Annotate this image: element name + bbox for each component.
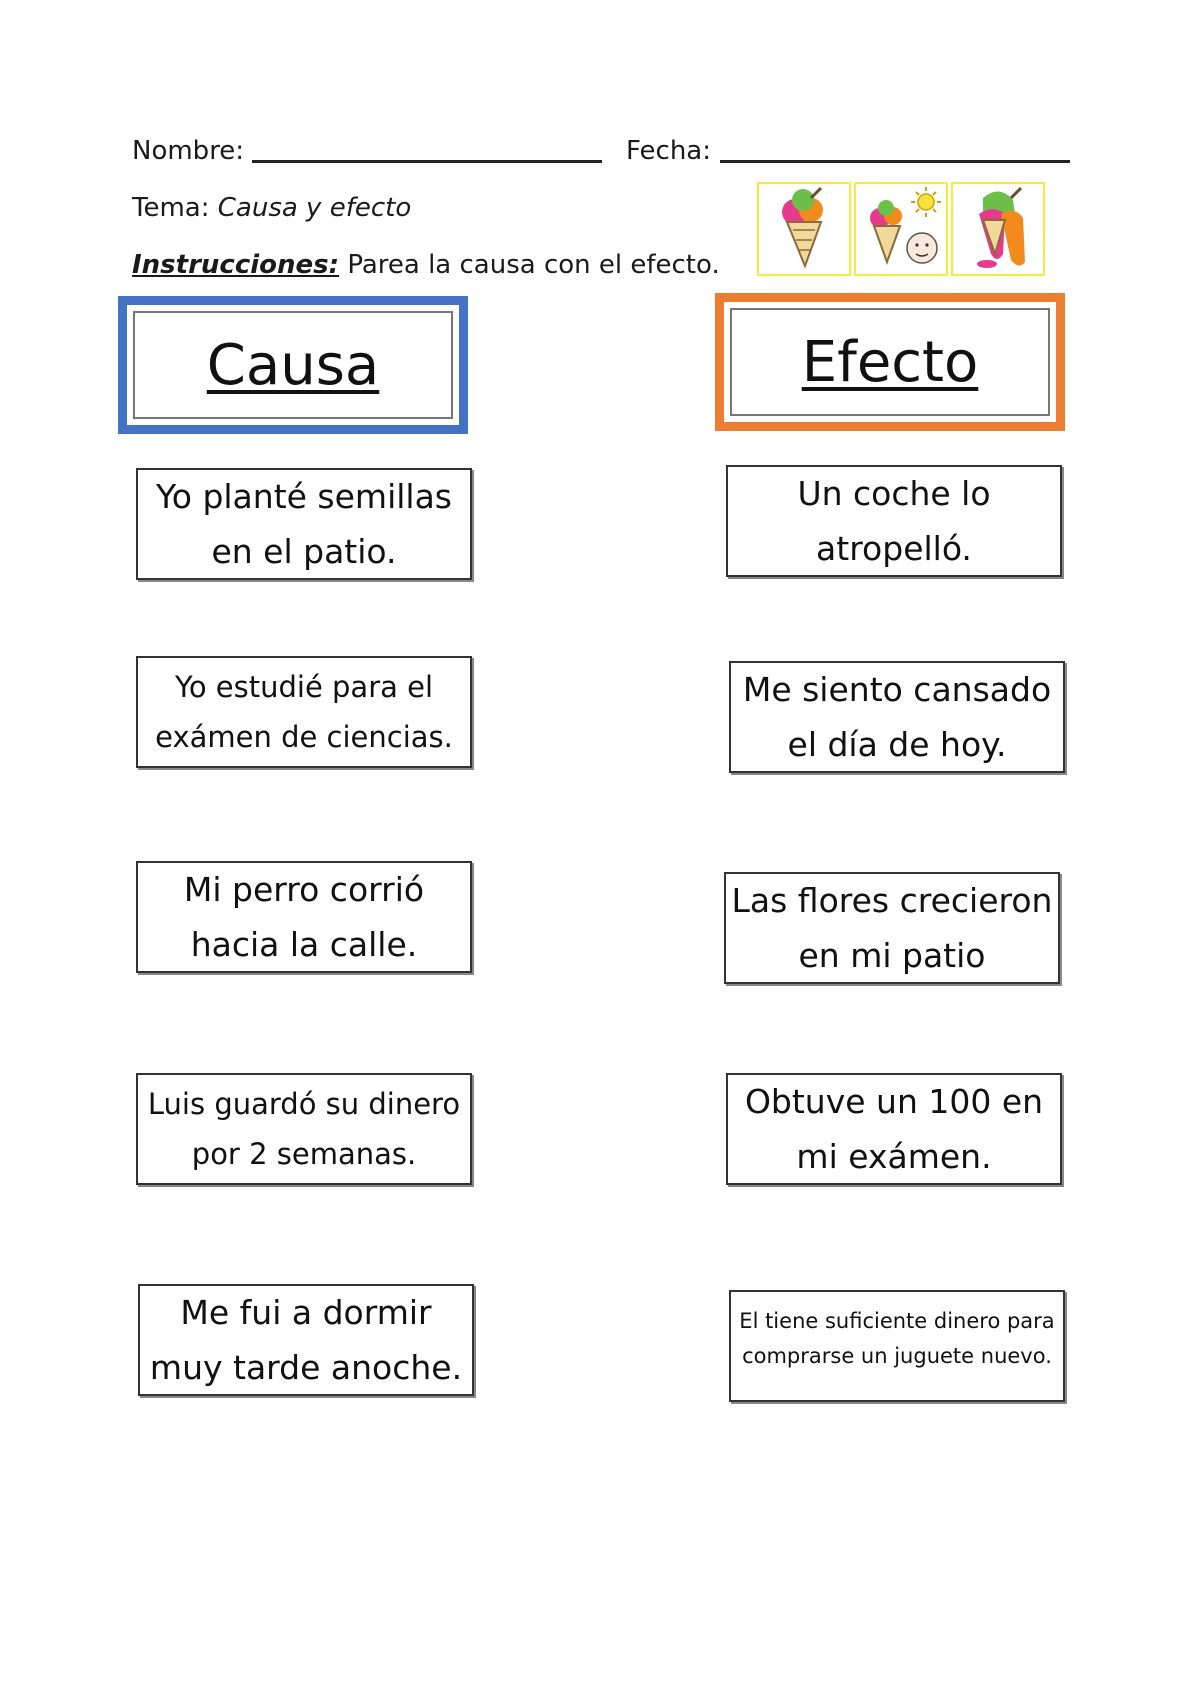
cause-text-2: Yo estudié para el exámen de ciencias. [155,670,453,754]
name-label: Nombre: [132,136,245,166]
cause-heading: Causa [206,332,380,398]
effect-card-4[interactable] [726,1073,1062,1185]
cause-card-1[interactable] [136,468,472,580]
effect-card-5[interactable] [729,1290,1065,1402]
instructions-text: Parea la causa con el efecto. [347,250,720,280]
topic-label: Tema: [132,193,210,223]
effect-text-3: Las flores crecieron en mi patio [731,881,1053,975]
ice-cream-cone-icon [757,182,851,276]
effect-text-1: Un coche lo atropelló. [797,474,991,568]
cause-text-1: Yo planté semillas en el patio. [155,477,452,571]
topic-value: Causa y efecto [217,193,412,223]
effect-text-2: Me siento cansado el día de hoy. [742,670,1052,764]
name-field-line[interactable] [252,160,602,163]
cause-card-3[interactable] [136,861,472,973]
effect-card-3[interactable] [724,872,1060,984]
cause-text-3: Mi perro corrió hacia la calle. [183,870,425,964]
cause-card-4[interactable] [136,1073,472,1185]
cause-text-4: Luis guardó su dinero por 2 semanas. [147,1087,461,1171]
cause-card-2[interactable] [136,656,472,768]
date-label: Fecha: [626,136,711,166]
date-field-line[interactable] [720,160,1070,163]
ice-cream-sun-face-icon [854,182,948,276]
effect-heading-box [715,293,1065,431]
melted-ice-cream-icon [951,182,1045,276]
instructions-line [132,250,720,280]
effect-card-2[interactable] [729,661,1065,773]
cause-heading-box [118,296,468,434]
effect-card-1[interactable] [726,465,1062,577]
cause-text-5: Me fui a dormir muy tarde anoche. [149,1293,463,1387]
instructions-label: Instrucciones: [132,250,340,280]
cause-card-5[interactable] [138,1284,474,1396]
effect-text-4: Obtuve un 100 en mi exámen. [744,1082,1044,1176]
effect-heading: Efecto [801,329,979,395]
effect-text-5: El tiene suficiente dinero para comprarse un juguete nuevo. [739,1309,1055,1368]
topic-line [132,193,411,223]
